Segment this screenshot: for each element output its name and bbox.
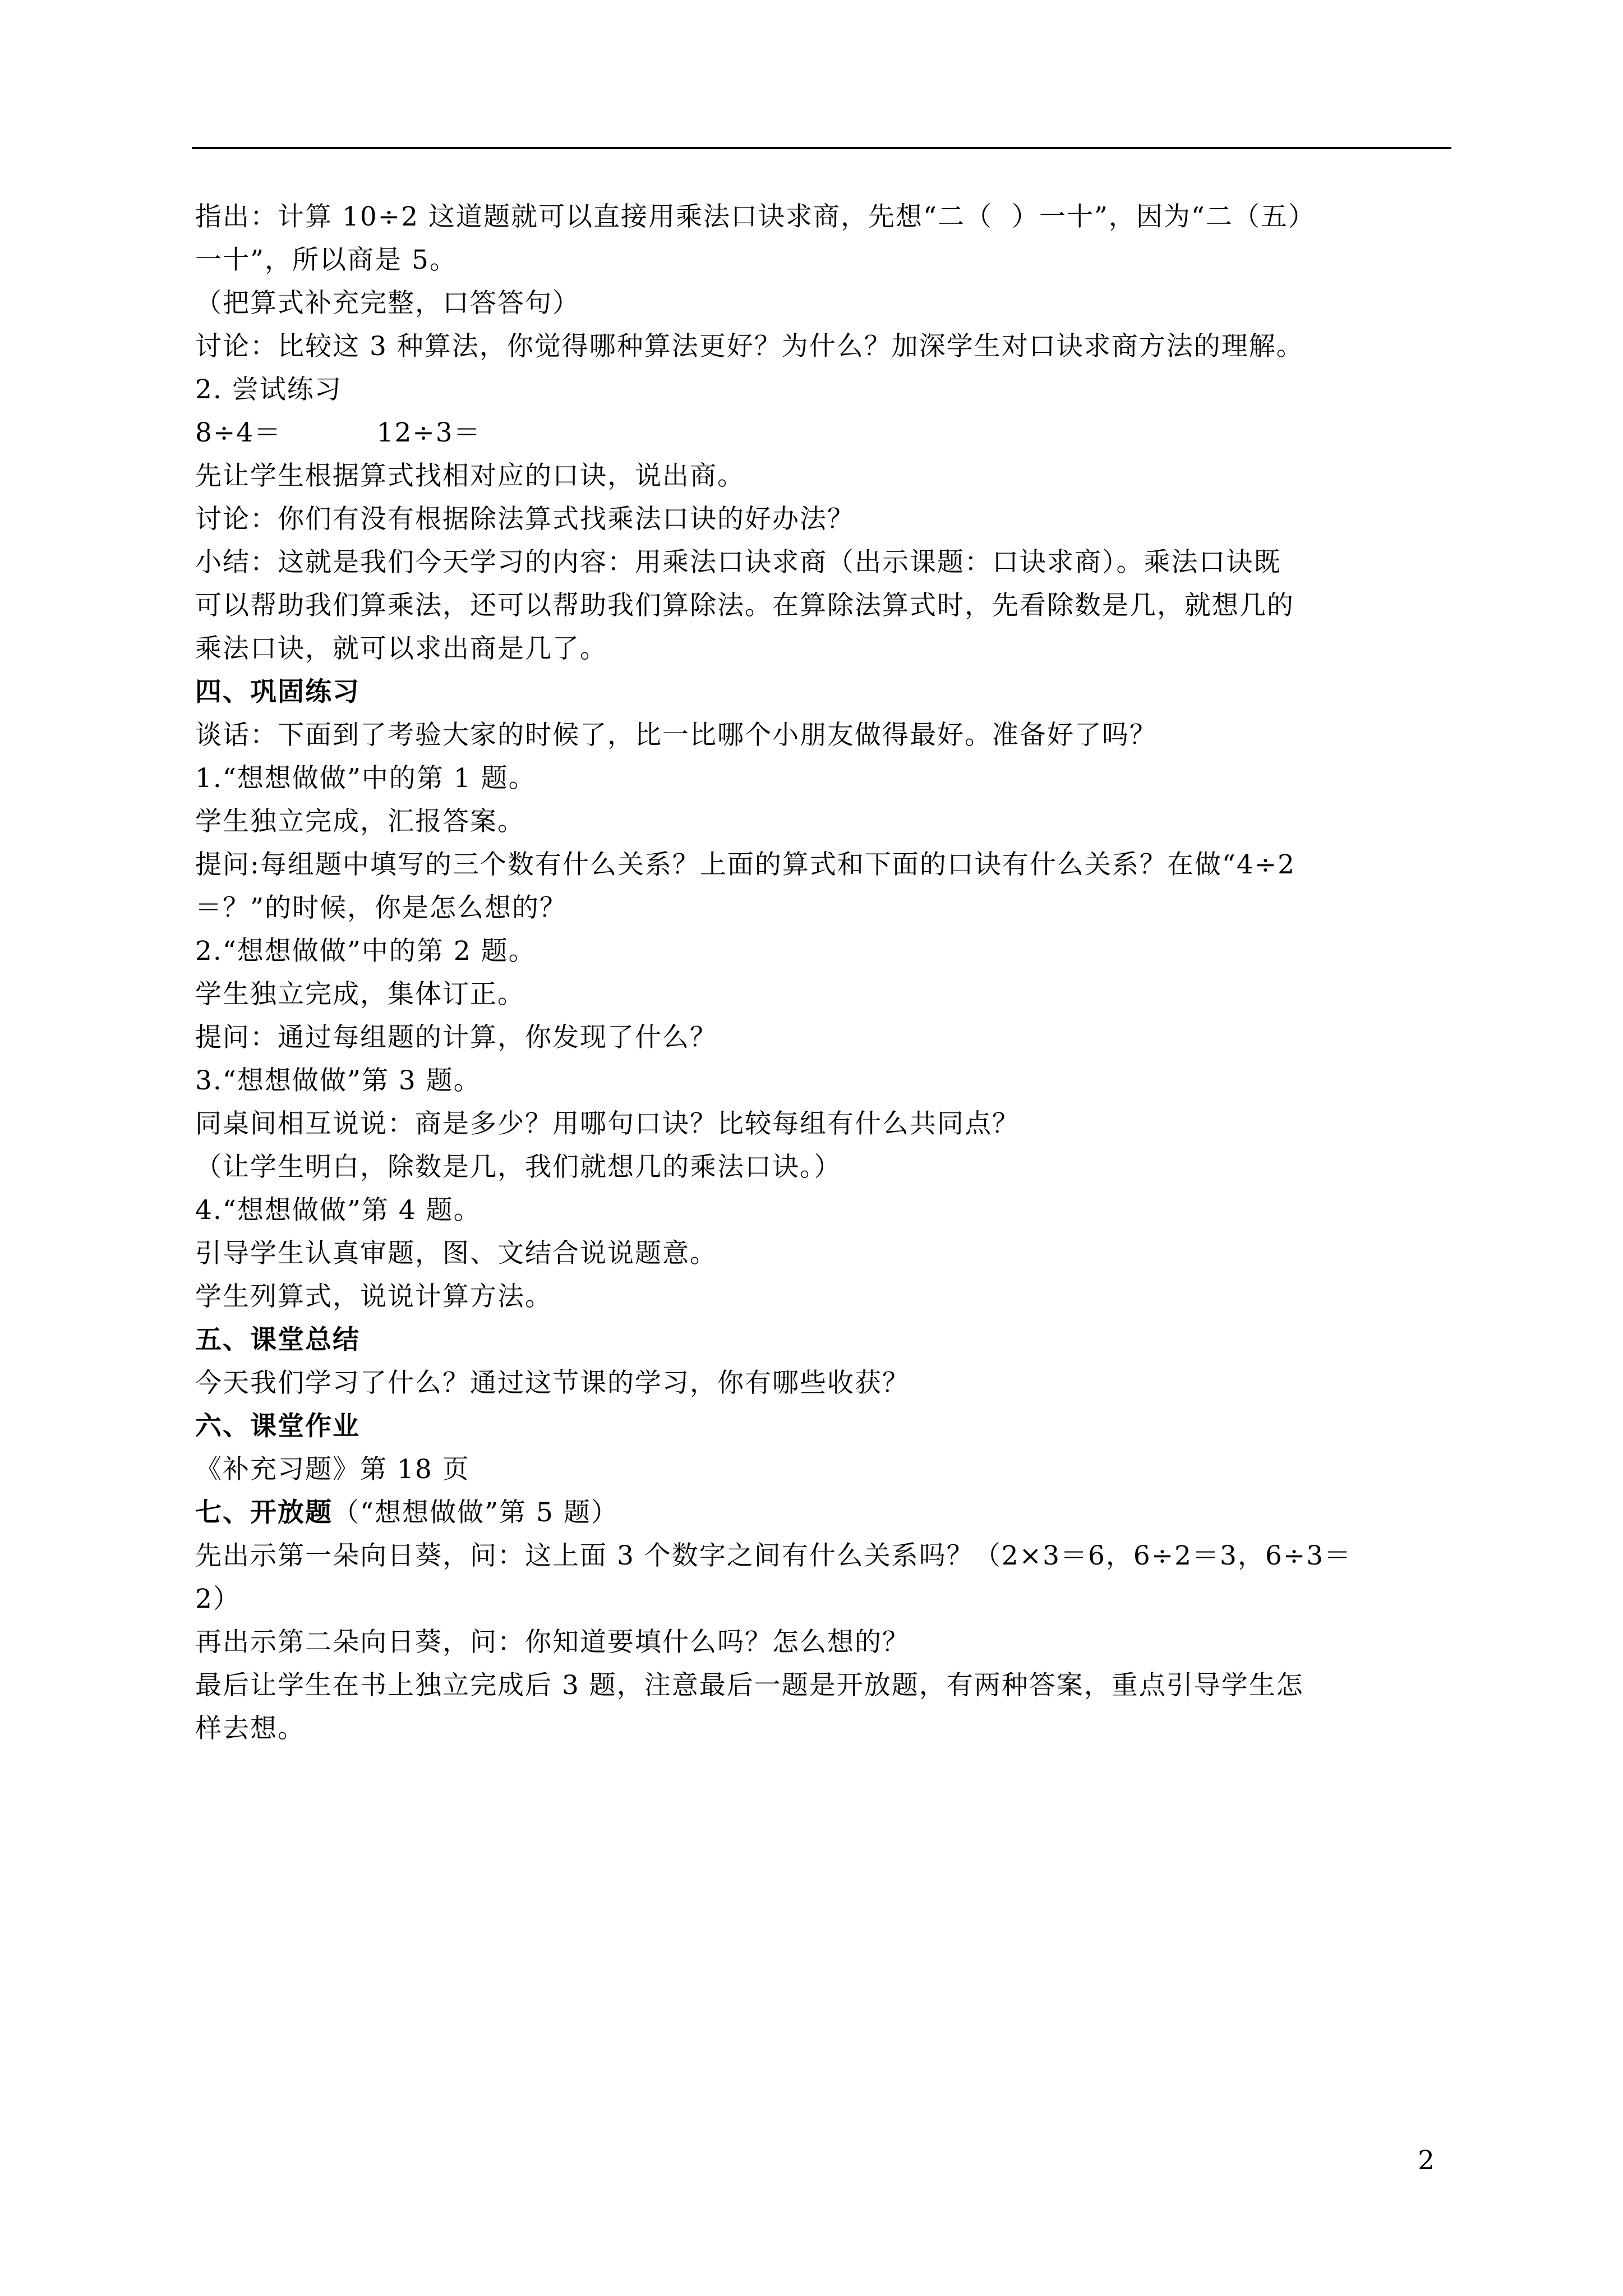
paragraph-line: 引导学生认真审题，图、文结合说说题意。	[195, 1238, 717, 1269]
paragraph-line: 谈话：下面到了考验大家的时候了，比一比哪个小朋友做得最好。准备好了吗？	[195, 720, 1157, 751]
page-number: 2	[1418, 2145, 1435, 2176]
paragraph-line: 样去想。	[195, 1713, 305, 1744]
paragraph-line: 2）	[195, 1584, 241, 1614]
paragraph-line: 先出示第一朵向日葵，问：这上面 3 个数字之间有什么关系吗？（2×3＝6，6÷2＝3，6÷3＝	[195, 1540, 1352, 1571]
paragraph-line: 学生独立完成，汇报答案。	[195, 806, 525, 837]
paragraph-line: 最后让学生在书上独立完成后 3 题，注意最后一题是开放题，有两种答案，重点引导学生怎	[195, 1670, 1304, 1701]
section-heading: 七、开放题	[195, 1497, 333, 1528]
paragraph-line: 小结：这就是我们今天学习的内容：用乘法口诀求商（出示课题：口诀求商）。乘法口诀既	[195, 547, 1281, 578]
paragraph-line: 先让学生根据算式找相对应的口诀，说出商。	[195, 461, 745, 491]
paragraph-line: 2. 尝试练习	[195, 374, 342, 405]
paragraph-line: 提问:每组题中填写的三个数有什么关系？上面的算式和下面的口诀有什么关系？在做“4÷2	[195, 849, 1296, 880]
section-heading-note: （“想想做做”第 5 题）	[333, 1497, 619, 1528]
paragraph-line: 学生列算式，说说计算方法。	[195, 1281, 552, 1312]
paragraph-line: （把算式补充完整，口答答句）	[195, 288, 580, 319]
document-body	[195, 195, 1451, 1750]
section-heading: 五、课堂总结	[195, 1324, 360, 1355]
paragraph-line: 2.“想想做做”中的第 2 题。	[195, 936, 536, 967]
paragraph-line: 8÷4＝ 12÷3＝	[195, 417, 481, 448]
paragraph-line: 再出示第二朵向日葵，问：你知道要填什么吗？怎么想的？	[195, 1627, 910, 1658]
paragraph-line: 讨论：你们有没有根据除法算式找乘法口诀的好办法？	[195, 504, 855, 535]
paragraph-line: 1.“想想做做”中的第 1 题。	[195, 763, 536, 794]
paragraph-line: 可以帮助我们算乘法，还可以帮助我们算除法。在算除法算式时，先看除数是几，就想几的	[195, 590, 1294, 621]
paragraph-line: 3.“想想做做”第 3 题。	[195, 1065, 481, 1096]
paragraph-line: 提问：通过每组题的计算，你发现了什么？	[195, 1022, 717, 1053]
paragraph-line: 讨论：比较这 3 种算法，你觉得哪种算法更好？为什么？加深学生对口诀求商方法的理解。	[195, 331, 1304, 362]
paragraph-line: 4.“想想做做”第 4 题。	[195, 1195, 481, 1226]
section-heading: 六、课堂作业	[195, 1411, 360, 1442]
paragraph-line: 乘法口诀，就可以求出商是几了。	[195, 633, 607, 664]
header-rule	[192, 147, 1451, 149]
paragraph-line: 一十”，所以商是 5。	[195, 245, 457, 275]
paragraph-line: 指出：计算 10÷2 这道题就可以直接用乘法口诀求商，先想“二（ ）一十”，因为“二（五）	[195, 201, 1316, 232]
paragraph-line: 同桌间相互说说：商是多少？用哪句口诀？比较每组有什么共同点？	[195, 1108, 1020, 1139]
paragraph-line: 今天我们学习了什么？通过这节课的学习，你有哪些收获？	[195, 1368, 910, 1398]
paragraph-line: 学生独立完成，集体订正。	[195, 979, 525, 1010]
paragraph-line: ＝？”的时候，你是怎么想的？	[195, 892, 568, 923]
paragraph-line: （让学生明白，除数是几，我们就想几的乘法口诀。）	[195, 1152, 842, 1182]
section-heading-mixed	[195, 1491, 1451, 1534]
paragraph-line: 《补充习题》第 18 页	[195, 1454, 470, 1485]
section-heading: 四、巩固练习	[195, 677, 360, 707]
